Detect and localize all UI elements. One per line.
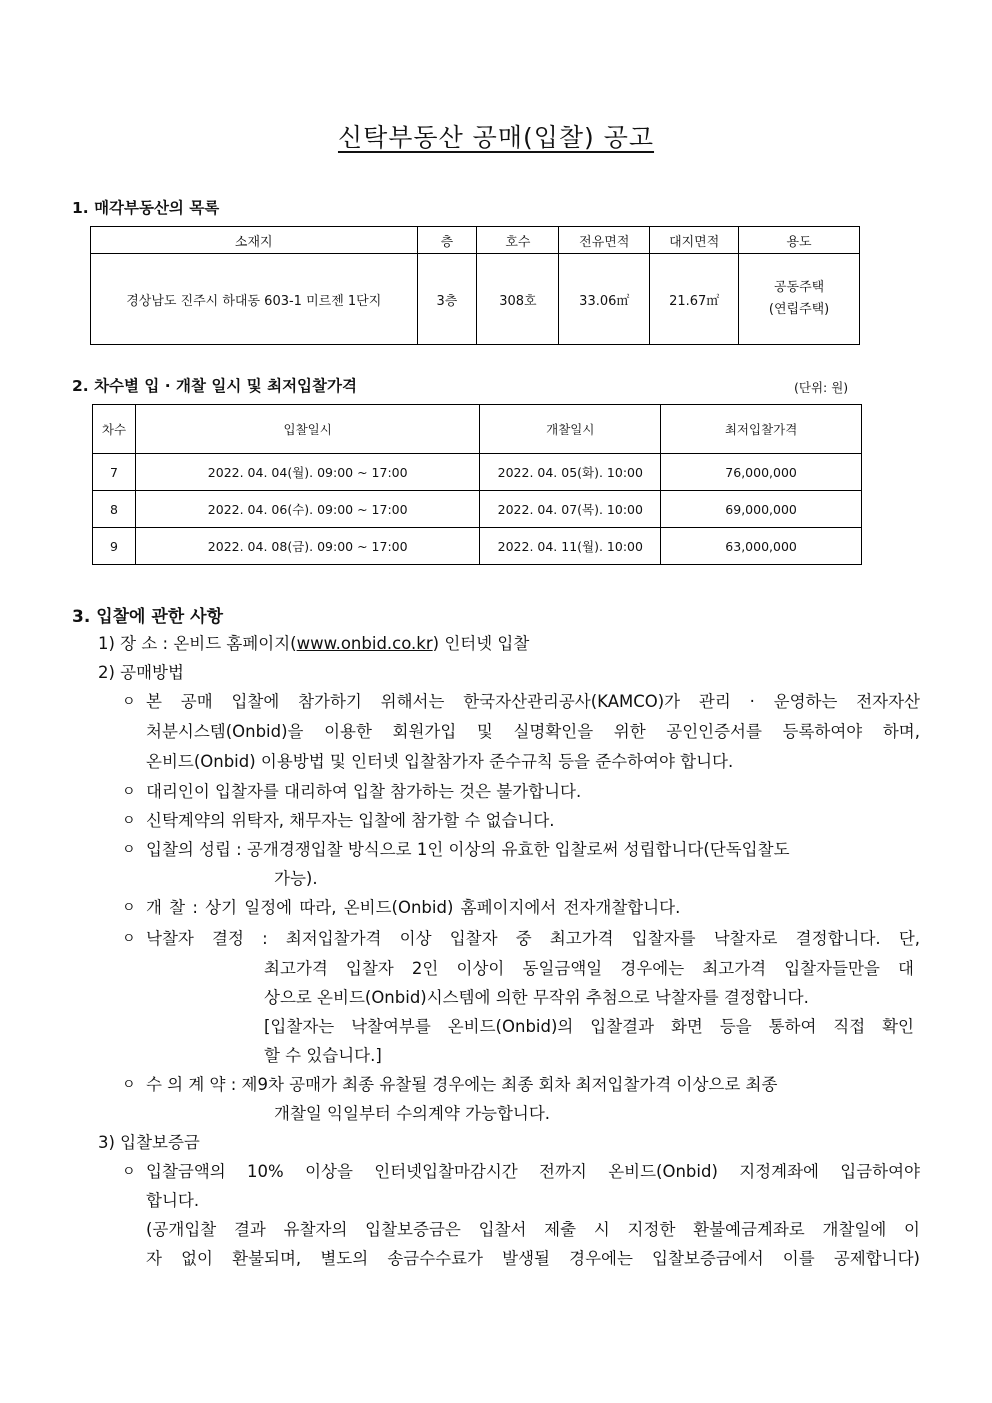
method-item-7-line-1: 수 의 계 약 : 제9차 공매가 최종 유찰될 경우에는 최종 회차 최저입찰가격 이상으로 최종 [146,1075,778,1094]
header-land-area: 대지면적 [650,227,739,254]
bullet-icon: ㅇ [122,694,136,710]
table-row [93,528,862,565]
bullet-icon: ㅇ [122,931,136,947]
header-round: 차수 [93,405,136,454]
method-item-6-line-4: [입찰자는 낙찰여부를 온비드(Onbid)의 입찰결과 화면 등을 통하여 직접 확인 [264,1017,914,1036]
cell-min-price: 76,000,000 [661,454,862,491]
property-list-table [90,226,860,345]
usage-line-1: 공동주택 [773,280,825,295]
cell-bid-time: 2022. 04. 04(월). 09:00 ~ 17:00 [135,454,479,491]
section-2-heading: 2. 차수별 입 · 개찰 일시 및 최저입찰가격 [72,377,357,395]
cell-open-time: 2022. 04. 11(월). 10:00 [480,528,661,565]
method-item-4-line-1: 입찰의 성립 : 공개경쟁입찰 방식으로 1인 이상의 유효한 입찰로써 성립합니다(단독입찰도 [146,840,790,859]
page-title: 신탁부동산 공매(입찰) 공고 [337,123,655,152]
place-text: 온비드 홈페이지( [173,634,297,653]
table-row [91,254,860,345]
method-item-6-line-1: 낙찰자 결정 : 최저입찰가격 이상 입찰자 중 최고가격 입찰자를 낙찰자로 결정합니다. 단, [146,929,920,948]
onbid-link[interactable]: www.onbid.co.kr [296,634,433,653]
place-line [98,630,529,654]
cell-exclusive-area: 33.06㎡ [559,254,650,345]
bullet-icon: ㅇ [122,900,136,916]
schedule-table [92,404,862,565]
deposit-line-4: 자 없이 환불되며, 별도의 송금수수료가 발생될 경우에는 입찰보증금에서 이를 공제합니다) [146,1249,920,1268]
method-item-3: 신탁계약의 위탁자, 채무자는 입찰에 참가할 수 없습니다. [146,811,555,830]
header-floor: 층 [417,227,477,254]
method-item-6-line-5: 할 수 있습니다.] [264,1046,382,1065]
method-item-1-line-2: 처분시스템(Onbid)을 이용한 회원가입 및 실명확인을 위한 공인인증서를 등록하여야 하며, [146,722,920,741]
cell-open-time: 2022. 04. 05(화). 10:00 [480,454,661,491]
header-min-price: 최저입찰가격 [661,405,862,454]
place-label: 1) 장 소 : [98,634,174,653]
method-item-5: 개 찰 : 상기 일정에 따라, 온비드(Onbid) 홈페이지에서 전자개찰합니다. [146,898,681,917]
section-1-heading: 1. 매각부동산의 목록 [72,199,220,217]
unit-note: (단위: 원) [794,380,849,395]
method-item-1-line-1: 본 공매 입찰에 참가하기 위해서는 한국자산관리공사(KAMCO)가 관리 · 운영하는 전자자산 [146,692,920,711]
usage-line-2: (연립주택) [768,302,830,317]
cell-land-area: 21.67㎡ [650,254,739,345]
header-address: 소재지 [91,227,418,254]
method-item-4-line-2: 가능). [274,869,318,888]
cell-round: 8 [93,491,136,528]
bullet-icon: ㅇ [122,784,136,800]
method-heading: 2) 공매방법 [98,663,184,682]
cell-unit: 308호 [477,254,559,345]
method-item-6-line-2: 최고가격 입찰자 2인 이상이 동일금액일 경우에는 최고가격 입찰자들만을 대 [264,959,914,978]
deposit-line-1: 입찰금액의 10% 이상을 인터넷입찰마감시간 전까지 온비드(Onbid) 지정계좌에 입금하여야 [146,1162,920,1181]
section-3-heading: 3. 입찰에 관한 사항 [72,607,223,627]
deposit-line-2: 합니다. [146,1191,200,1210]
bullet-icon: ㅇ [122,1164,136,1180]
cell-bid-time: 2022. 04. 08(금). 09:00 ~ 17:00 [135,528,479,565]
cell-address: 경상남도 진주시 하대동 603-1 미르젠 1단지 [91,254,418,345]
deposit-line-3: (공개입찰 결과 유찰자의 입찰보증금은 입찰서 제출 시 지정한 환불예금계좌로 개찰일에 이 [146,1220,920,1239]
table-row [93,491,862,528]
bullet-icon: ㅇ [122,842,136,858]
header-usage: 용도 [739,227,860,254]
method-item-7-line-2: 개찰일 익일부터 수의계약 가능합니다. [274,1104,551,1123]
cell-open-time: 2022. 04. 07(목). 10:00 [480,491,661,528]
cell-floor: 3층 [417,254,477,345]
header-unit: 호수 [477,227,559,254]
method-item-6-line-3: 상으로 온비드(Onbid)시스템에 의한 무작위 추첨으로 낙찰자를 결정합니다. [264,988,809,1007]
cell-bid-time: 2022. 04. 06(수). 09:00 ~ 17:00 [135,491,479,528]
cell-min-price: 63,000,000 [661,528,862,565]
cell-usage [739,254,860,345]
cell-round: 9 [93,528,136,565]
cell-min-price: 69,000,000 [661,491,862,528]
header-open-time: 개찰일시 [480,405,661,454]
header-bid-time: 입찰일시 [135,405,479,454]
method-item-1-line-3: 온비드(Onbid) 이용방법 및 인터넷 입찰참가자 준수규칙 등을 준수하여야 합니다. [146,752,734,771]
deposit-heading: 3) 입찰보증금 [98,1133,200,1152]
place-tail: ) 인터넷 입찰 [432,634,530,653]
bullet-icon: ㅇ [122,1077,136,1093]
method-item-2: 대리인이 입찰자를 대리하여 입찰 참가하는 것은 불가합니다. [146,782,582,801]
header-exclusive-area: 전유면적 [559,227,650,254]
table-row [93,454,862,491]
table-header-row [91,227,860,254]
bullet-icon: ㅇ [122,813,136,829]
cell-round: 7 [93,454,136,491]
table-header-row [93,405,862,454]
